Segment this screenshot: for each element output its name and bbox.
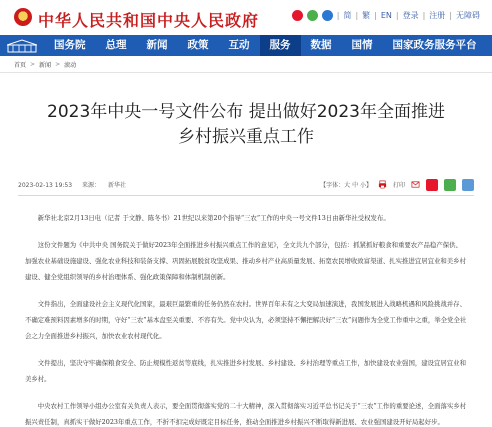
- separator: |: [336, 11, 340, 20]
- nav-home[interactable]: [0, 35, 44, 56]
- article-meta: [18, 174, 474, 196]
- breadcrumb-separator: >: [55, 60, 61, 68]
- nav-item-service-platform[interactable]: 国家政务服务平台: [392, 39, 477, 51]
- nav-item-shuju[interactable]: 数据: [310, 39, 332, 51]
- separator: |: [355, 11, 359, 20]
- print-icon[interactable]: [378, 180, 387, 189]
- print-link[interactable]: 打印: [392, 182, 405, 189]
- register-link[interactable]: 注册: [429, 11, 446, 20]
- separator: |: [449, 11, 452, 20]
- article-meta-left: [18, 180, 142, 189]
- breadcrumb-news[interactable]: 新闻: [39, 61, 52, 69]
- nav-item-guoqing[interactable]: 国情: [351, 39, 373, 51]
- site-header: [0, 0, 492, 35]
- home-building-icon: [7, 39, 37, 53]
- wechat-icon[interactable]: [307, 10, 318, 21]
- main-nav: [0, 35, 492, 56]
- nav-item-hudong[interactable]: 互动: [228, 39, 250, 51]
- separator: |: [422, 11, 426, 20]
- article: [13, 100, 479, 427]
- article-paragraph: 这份文件题为《中共中央 国务院关于做好2023年全面推进乡村振兴重点工作的意见》，全文共九个部分，包括：抓紧抓好粮食和重要农产品稳产保供、加强农业基础设施建设、强化农业科技和装备支撑、巩固拓展脱贫攻坚成果、推动乡村产业高质量发展、拓宽农民增收致富渠道、扎实推进宜居宜业和美乡村建设、健全党组织领导的乡村治理体系、强化政策保障和体制机制创新。: [25, 241, 466, 281]
- source-name: 新华社: [108, 182, 127, 189]
- article-paragraph: 中央农村工作领导小组办公室有关负责人表示，要全面贯彻落实党的二十大精神，深入贯彻落实习近平总书记关于“三农”工作的重要论述，全面落实乡村振兴责任制，真抓实干做好2023年重点工作，不折不扣完成好既定目标任务，推动全面推进乡村振兴不断取得新进展、农业强国建设开好局起好步。: [25, 402, 467, 426]
- lang-traditional-link[interactable]: 繁: [362, 11, 371, 20]
- article-paragraph: 新华社北京2月13日电（记者 于文静、陈冬书）21世纪以来第20个指导“三农”工作的中央一号文件13日由新华社受权发布。: [37, 214, 390, 222]
- nav-item-guowuyuan[interactable]: 国务院: [54, 39, 86, 51]
- separator: |: [395, 11, 399, 20]
- article-title-line1: 2023年中央一号文件公布 提出做好2023年全面推进: [47, 102, 445, 122]
- article-title-line2: 乡村振兴重点工作: [178, 127, 314, 147]
- font-size-control[interactable]: 【字体：大 中 小】: [320, 182, 372, 189]
- email-icon[interactable]: [411, 180, 420, 189]
- nav-item-zhengce[interactable]: 政策: [187, 39, 209, 51]
- nav-item-xinwen[interactable]: 新闻: [146, 39, 168, 51]
- breadcrumb-separator: >: [30, 60, 36, 68]
- accessibility-link[interactable]: 无障碍: [456, 11, 480, 20]
- nav-item-zongli[interactable]: 总理: [105, 39, 127, 51]
- article-paragraph: 文件提出，坚决守牢确保粮食安全、防止规模性返贫等底线，扎实推进乡村发展、乡村建设、乡村治理等重点工作，加快建设农业强国，建设宜居宜业和美乡村。: [25, 359, 466, 383]
- share-qzone-icon[interactable]: [462, 179, 474, 191]
- article-title: [13, 100, 479, 150]
- nav-item-fuwu[interactable]: 服务: [260, 35, 301, 56]
- article-source: [82, 182, 134, 189]
- breadcrumb-rolling[interactable]: 滚动: [64, 61, 77, 69]
- separator: |: [374, 11, 377, 20]
- share-wechat-icon[interactable]: [444, 179, 456, 191]
- article-tools: [320, 179, 474, 191]
- article-body: [25, 210, 467, 427]
- header-utility-links: [292, 10, 480, 21]
- weibo-icon[interactable]: [292, 10, 303, 21]
- lang-english-link[interactable]: EN: [380, 11, 392, 20]
- login-link[interactable]: 登录: [402, 11, 419, 20]
- lang-simplified-link[interactable]: 简: [343, 11, 352, 20]
- share-weibo-icon[interactable]: [426, 179, 438, 191]
- toutiao-icon[interactable]: [322, 10, 333, 21]
- site-title[interactable]: 中华人民共和国中央人民政府: [38, 11, 260, 30]
- breadcrumb-home[interactable]: 首页: [14, 61, 27, 69]
- article-paragraph: 文件指出，全面建设社会主义现代化国家，最艰巨最繁重的任务仍然在农村。世界百年未有之大变局加速演进，我国发展进入战略机遇和风险挑战并存、不确定难预料因素增多的时期，守好“三农”基本盘至关重要、不容有失。党中央认为，必须坚持不懈把解决好“三农”问题作为全党工作重中之重，举全党全社会之力全面推进乡村振兴，加快农业农村现代化。: [25, 300, 467, 340]
- breadcrumb: [0, 56, 492, 73]
- source-label: 来源：: [82, 182, 101, 189]
- national-emblem-icon[interactable]: [14, 8, 32, 26]
- article-date: 2023-02-13 19:53: [18, 182, 73, 189]
